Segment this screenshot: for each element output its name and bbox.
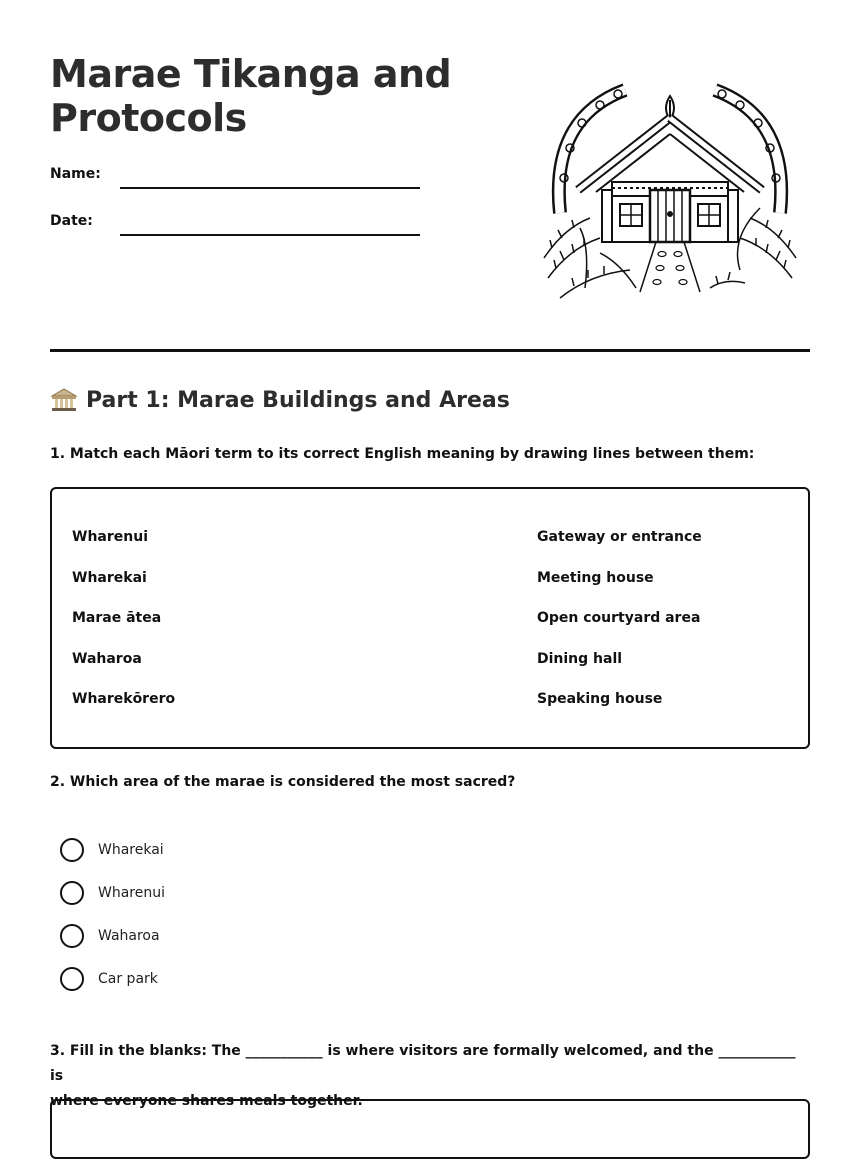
date-field[interactable] [120, 234, 420, 236]
radio-button[interactable] [60, 924, 84, 948]
option-waharoa[interactable] [60, 924, 160, 948]
meaning-item[interactable]: Meeting house [537, 570, 654, 586]
term-item[interactable]: Waharoa [72, 651, 142, 667]
question-2: 2. Which area of the marae is considered the most sacred? [50, 774, 516, 790]
answer-box[interactable] [50, 1099, 810, 1159]
radio-button[interactable] [60, 967, 84, 991]
name-label: Name: [50, 166, 101, 182]
marae-wharenui-illustration-icon [540, 78, 800, 310]
radio-button[interactable] [60, 838, 84, 862]
title-line-2: Protocols [50, 96, 247, 140]
page-title [50, 52, 451, 140]
term-item[interactable]: Wharekai [72, 570, 147, 586]
meaning-item[interactable]: Speaking house [537, 691, 663, 707]
title-line-1: Marae Tikanga and [50, 52, 452, 96]
term-item[interactable]: Wharekōrero [72, 691, 176, 707]
question-3-line-2: where everyone shares meals together. [50, 1093, 363, 1109]
part1-title: Part 1: Marae Buildings and Areas [86, 387, 510, 413]
term-item[interactable]: Wharenui [72, 529, 148, 545]
option-wharekai[interactable] [60, 838, 164, 862]
term-item[interactable]: Marae ātea [72, 610, 162, 626]
question-1: 1. Match each Māori term to its correct English meaning by drawing lines between them: [50, 446, 755, 462]
option-label: Wharenui [98, 885, 165, 901]
option-wharenui[interactable] [60, 881, 165, 905]
matching-box [50, 487, 810, 749]
option-label: Wharekai [98, 842, 164, 858]
name-field[interactable] [120, 187, 420, 189]
meaning-item[interactable]: Gateway or entrance [537, 529, 702, 545]
option-label: Car park [98, 971, 158, 987]
radio-button[interactable] [60, 881, 84, 905]
meaning-item[interactable]: Dining hall [537, 651, 623, 667]
meaning-item[interactable]: Open courtyard area [537, 610, 701, 626]
classical-building-icon [50, 386, 78, 414]
question-3-line-1: 3. Fill in the blanks: The ___________ is where visitors are formally welcomed, and the ___________ is [50, 1043, 796, 1084]
part1-heading [50, 386, 510, 414]
option-car-park[interactable] [60, 967, 158, 991]
date-label: Date: [50, 213, 93, 229]
option-label: Waharoa [98, 928, 160, 944]
header-divider [50, 349, 810, 352]
